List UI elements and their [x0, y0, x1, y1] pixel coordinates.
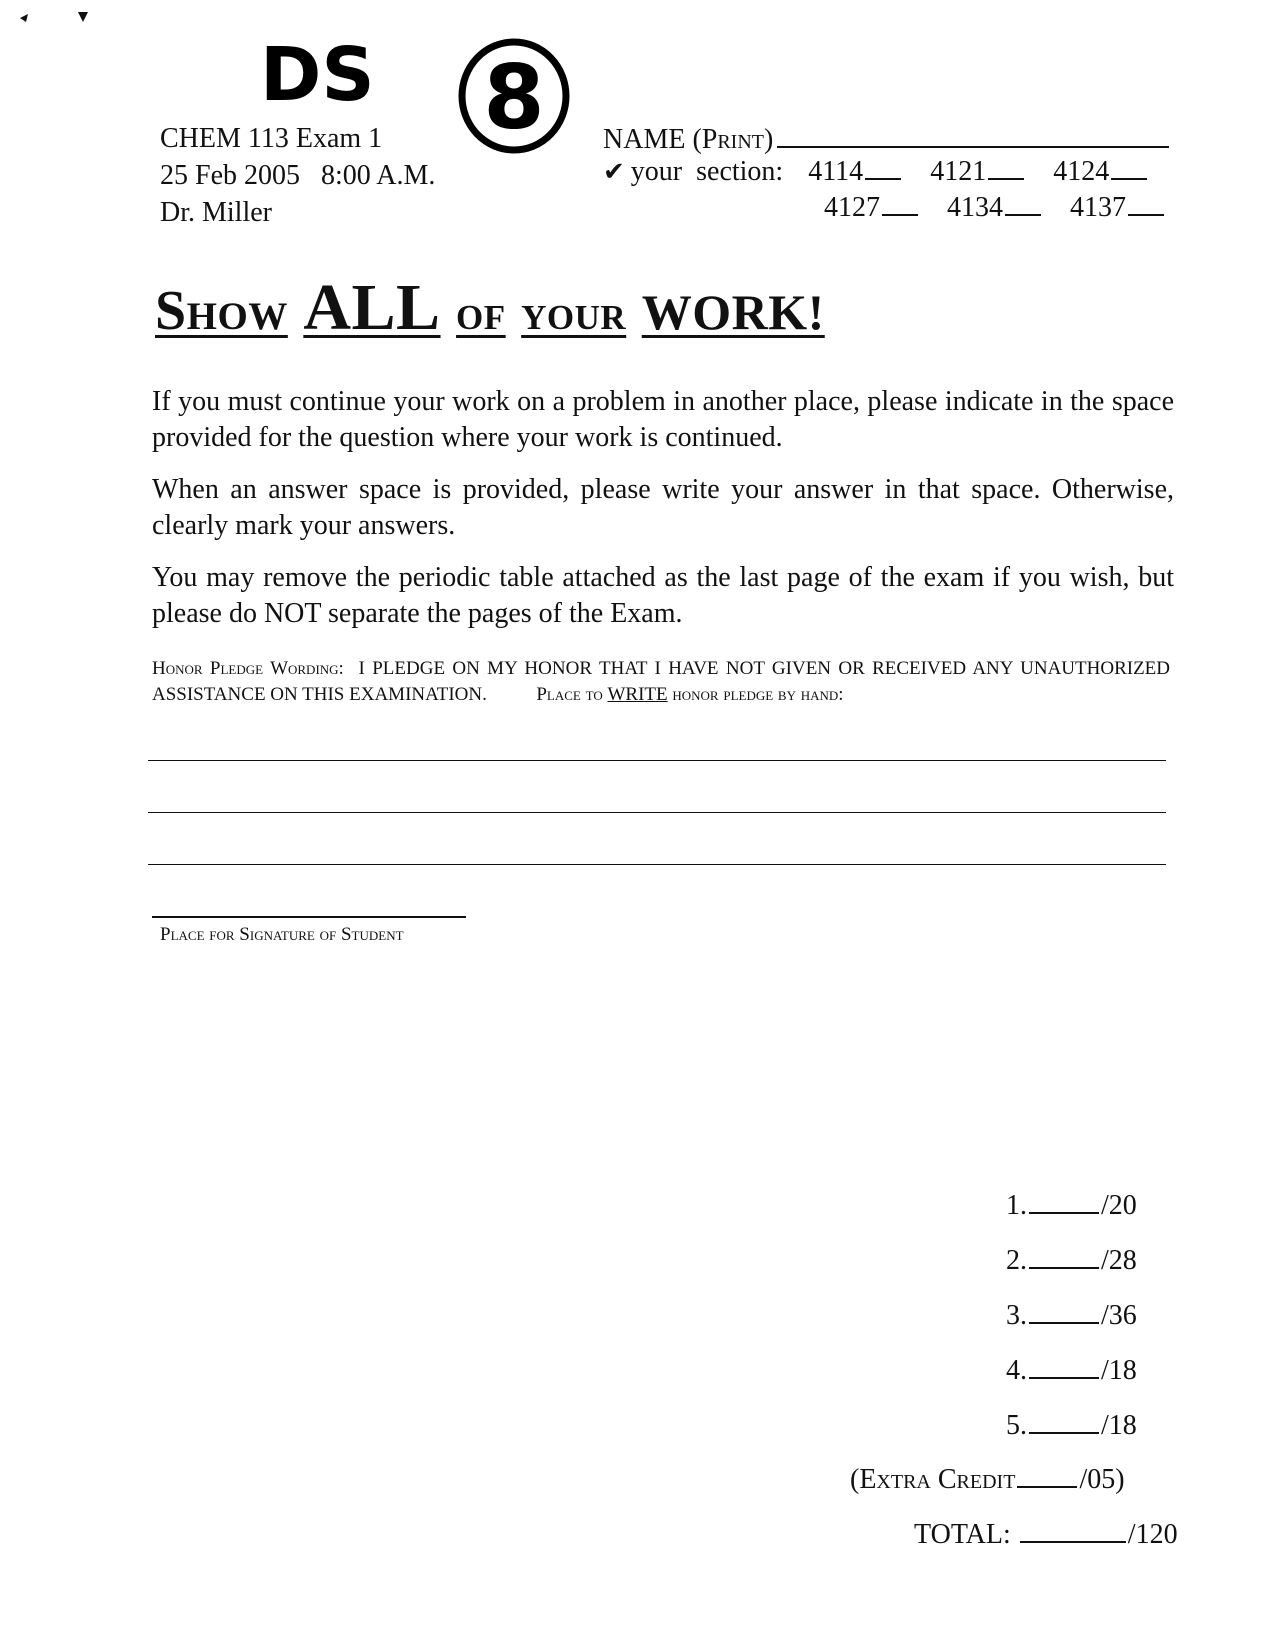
handwritten-circled-number — [456, 36, 576, 156]
score-blank[interactable] — [1029, 1412, 1099, 1434]
instruction-paragraph: You may remove the periodic table attached as the last page of the exam if you wish, but please do NOT separate the pages of the Exam. — [152, 562, 1174, 629]
score-row: 5. /18 — [1006, 1410, 1137, 1441]
section-option[interactable]: 4114 — [808, 156, 901, 188]
instruction-paragraph: If you must continue your work on a problem in another place, please indicate in the space provided for the question where your work is continued. — [152, 386, 1174, 453]
score-blank[interactable] — [1029, 1357, 1099, 1379]
score-blank[interactable] — [1029, 1302, 1099, 1324]
total-row: TOTAL: /120 — [914, 1519, 1178, 1550]
course-title: CHEM 113 Exam 1 — [160, 123, 383, 154]
svg-text:DS: DS — [260, 34, 375, 114]
name-field[interactable] — [603, 120, 1169, 156]
score-blank[interactable] — [1029, 1192, 1099, 1214]
instruction-paragraph: When an answer space is provided, please write your answer in that space. Otherwise, clearly mark your answers. — [152, 474, 1174, 541]
exam-info — [160, 120, 435, 231]
score-blank[interactable] — [1029, 1247, 1099, 1269]
score-row: 2. /28 — [1006, 1245, 1137, 1276]
page-title: Show ALL of your WORK! — [155, 271, 825, 344]
extra-credit-blank[interactable] — [1017, 1466, 1077, 1488]
svg-text:8: 8 — [483, 46, 545, 149]
section-option[interactable]: 4121 — [930, 156, 1024, 188]
score-row: 4. /18 — [1006, 1355, 1137, 1386]
pledge-writing-line[interactable] — [148, 760, 1166, 761]
section-selector-row-2 — [824, 192, 1164, 224]
signature-label: Place for Signature of Student — [160, 924, 404, 945]
section-option[interactable]: 4137 — [1070, 192, 1164, 224]
section-selector — [603, 156, 1147, 188]
handwritten-initials — [258, 34, 388, 114]
pledge-writing-line[interactable] — [148, 812, 1166, 813]
checkmark-icon: ✔ — [603, 157, 625, 187]
section-option[interactable]: 4134 — [947, 192, 1041, 224]
score-row: 1. /20 — [1006, 1190, 1137, 1221]
section-label: your section: — [630, 156, 784, 187]
name-blank[interactable] — [777, 120, 1169, 148]
name-label: NAME (Print) — [603, 124, 774, 155]
total-blank[interactable] — [1020, 1521, 1126, 1543]
section-option[interactable]: 4127 — [824, 192, 918, 224]
instructor-name: Dr. Miller — [160, 197, 272, 228]
score-row: 3. /36 — [1006, 1300, 1137, 1331]
exam-date-time: 25 Feb 2005 8:00 A.M. — [160, 160, 436, 191]
signature-line[interactable] — [152, 916, 466, 918]
section-option[interactable]: 4124 — [1053, 156, 1147, 188]
corner-marks — [16, 10, 96, 26]
pledge-writing-line[interactable] — [148, 864, 1166, 865]
extra-credit-row: (Extra Credit /05) — [850, 1464, 1125, 1495]
honor-pledge-wording: Honor Pledge Wording: I PLEDGE ON MY HONOR THAT I HAVE NOT GIVEN OR RECEIVED ANY UNAUTHORIZED ASSISTANCE ON THIS EXAMINATION. Place to WRITE honor pledge by hand: — [152, 658, 1171, 705]
